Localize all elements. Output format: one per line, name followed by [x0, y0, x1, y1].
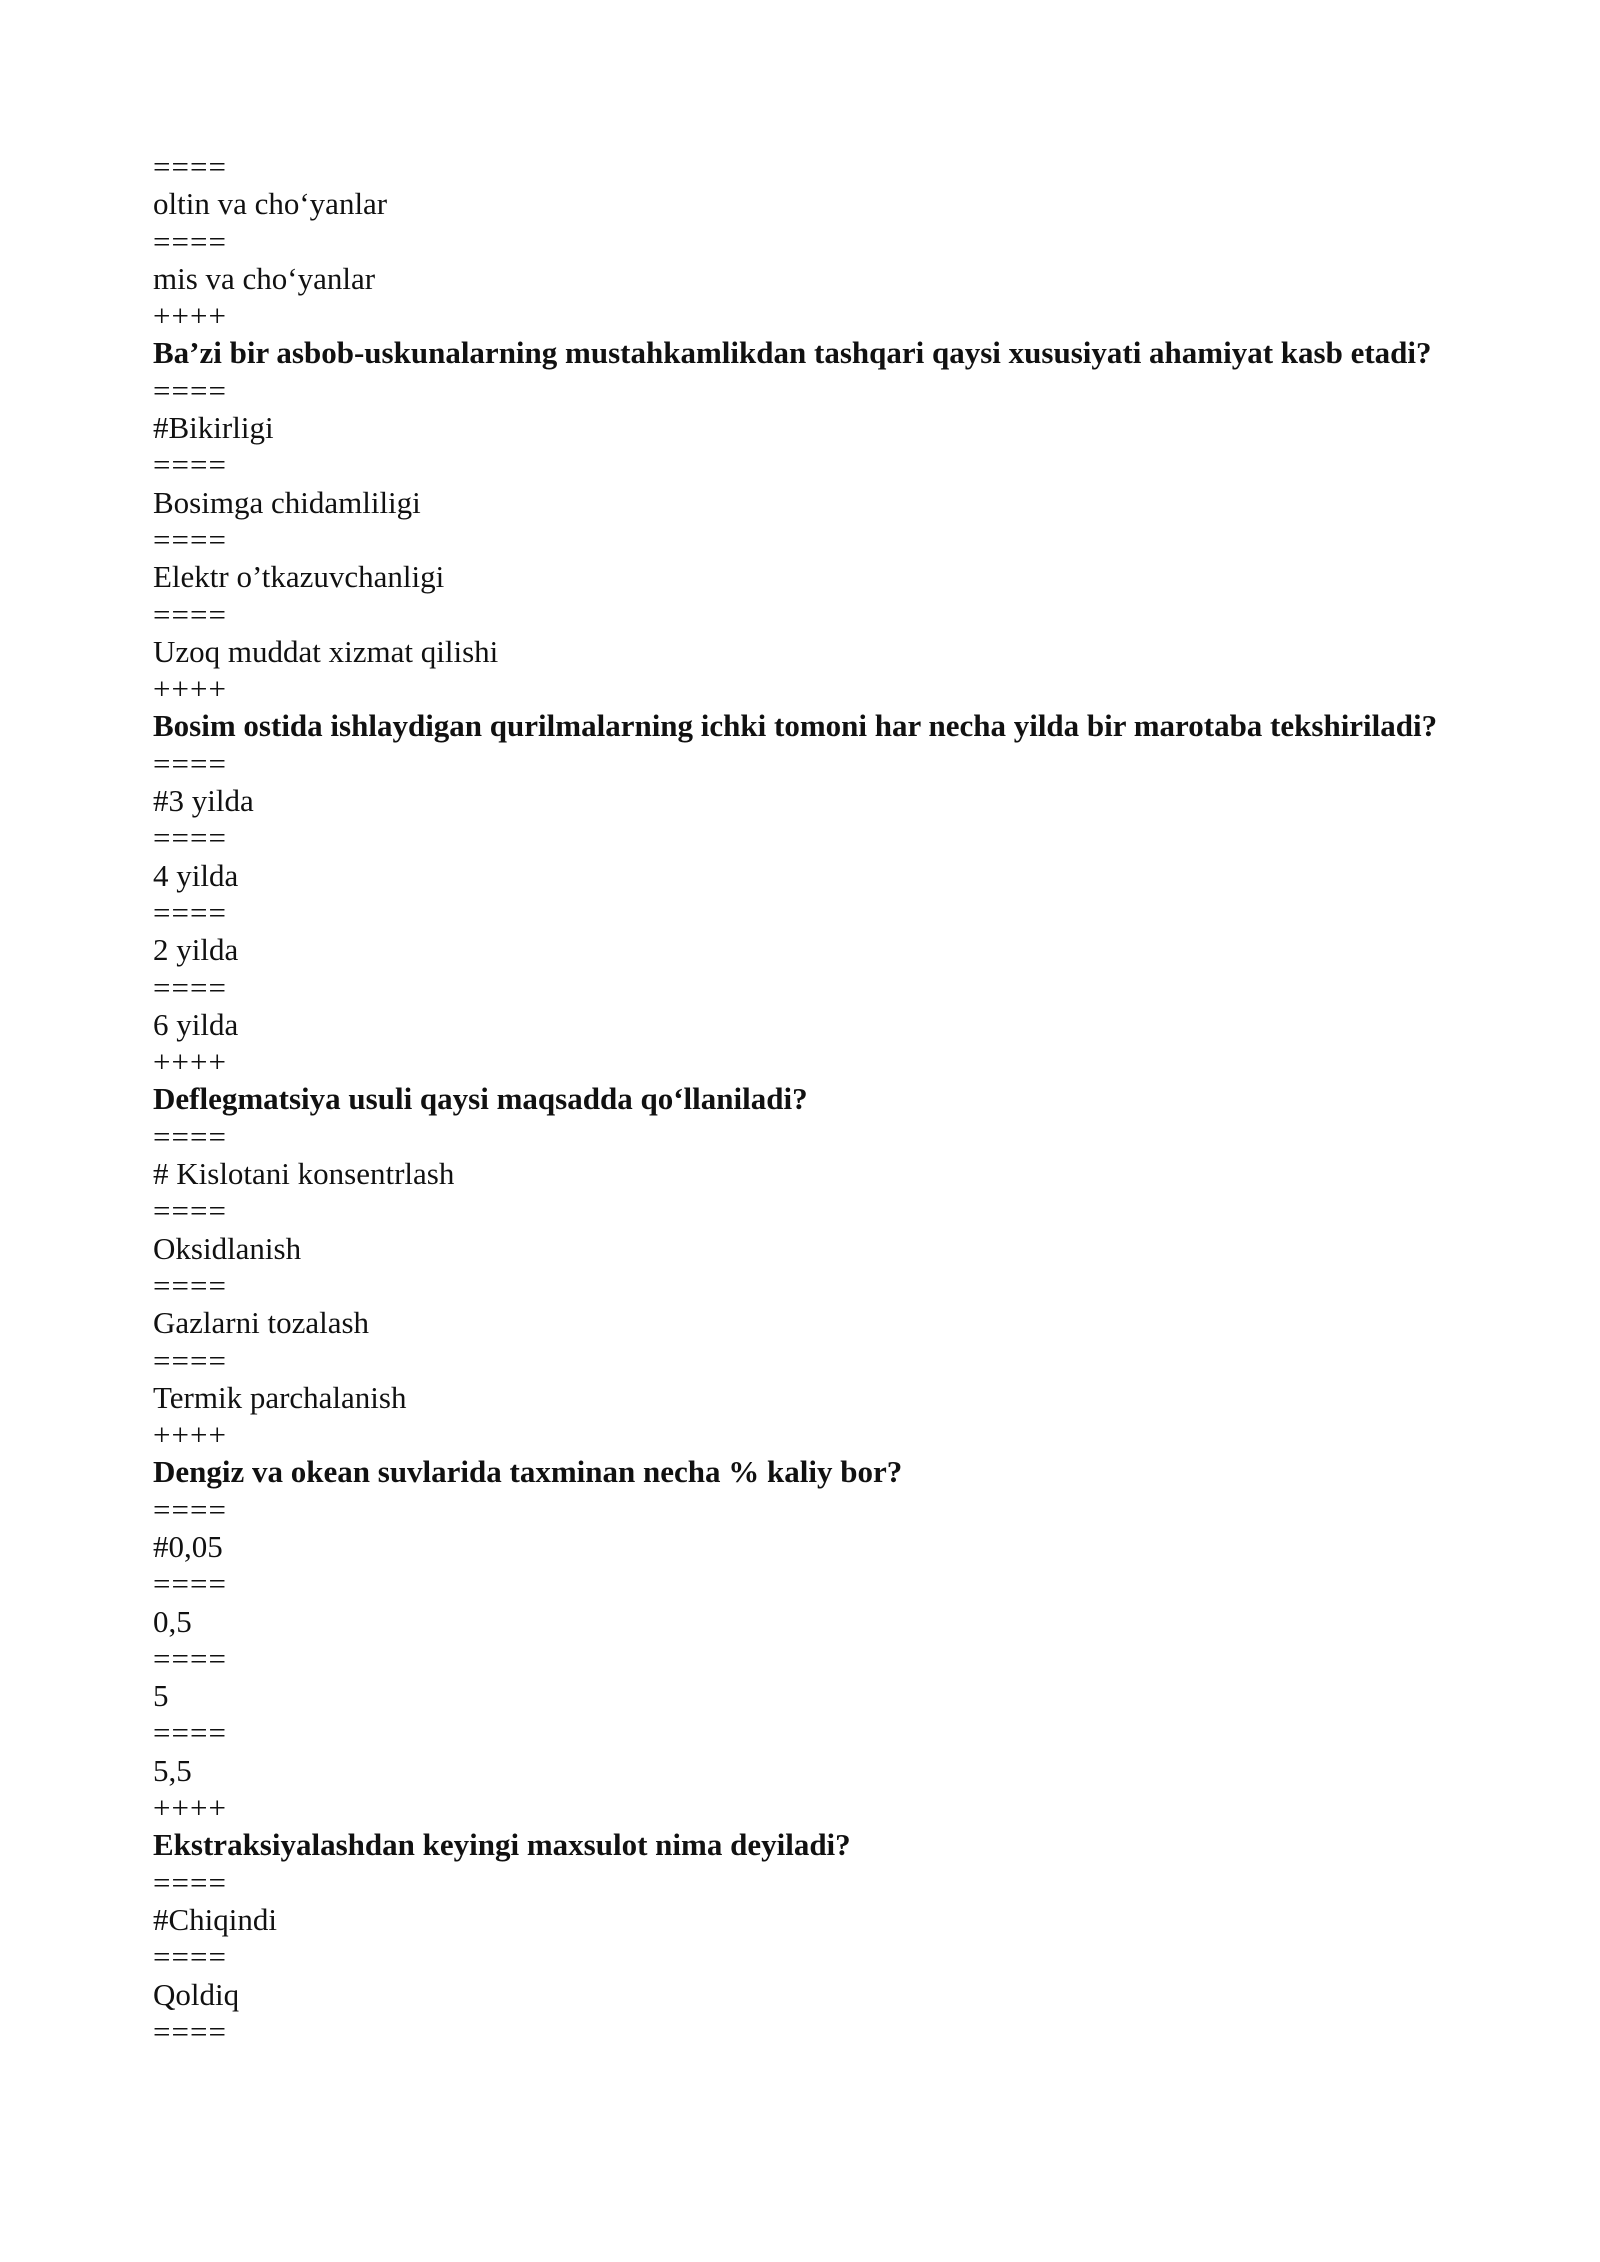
answer-option: mis va cho‘yanlar: [153, 260, 376, 296]
question-text: Ekstraksiyalashdan keyingi maxsulot nima deyiladi?: [153, 1827, 851, 1863]
answer-separator: ====: [153, 2013, 227, 2049]
answer-option: 5: [153, 1678, 169, 1714]
answer-separator: ====: [153, 894, 227, 930]
correct-answer-option: #Bikirligi: [153, 410, 274, 446]
answer-option: 2 yilda: [153, 932, 239, 968]
answer-option: 0,5: [153, 1603, 192, 1639]
answer-separator: ====: [153, 223, 227, 259]
question-text: Deflegmatsiya usuli qaysi maqsadda qo‘llaniladi?: [153, 1081, 808, 1117]
answer-option: Termik parchalanish: [153, 1379, 407, 1415]
question-separator: ++++: [153, 298, 227, 334]
answer-separator: ====: [153, 372, 227, 408]
answer-option: 6 yilda: [153, 1006, 239, 1042]
answer-separator: ====: [153, 596, 227, 632]
document-body: [153, 148, 1487, 2050]
answer-separator: ====: [153, 1715, 227, 1751]
answer-option: oltin va cho‘yanlar: [153, 186, 388, 222]
answer-separator: ====: [153, 1193, 227, 1229]
answer-separator: ====: [153, 521, 227, 557]
correct-answer-option: #Chiqindi: [153, 1901, 278, 1937]
answer-option: Uzoq muddat xizmat qilishi: [153, 633, 499, 669]
answer-separator: ====: [153, 1566, 227, 1602]
answer-separator: ====: [153, 1267, 227, 1303]
question-separator: ++++: [153, 1044, 227, 1080]
answer-separator: ====: [153, 745, 227, 781]
answer-option: 5,5: [153, 1752, 192, 1788]
answer-separator: ====: [153, 1342, 227, 1378]
answer-separator: ====: [153, 1864, 227, 1900]
correct-answer-option: # Kislotani konsentrlash: [153, 1156, 455, 1192]
question-text: Bosim ostida ishlaydigan qurilmalarning ichki tomoni har necha yilda bir marotaba tekshiriladi?: [153, 708, 1438, 744]
correct-answer-option: #0,05: [153, 1528, 223, 1564]
answer-separator: ====: [153, 1640, 227, 1676]
question-separator: ++++: [153, 1417, 227, 1453]
answer-option: Gazlarni tozalash: [153, 1305, 370, 1341]
answer-option: Bosimga chidamliligi: [153, 484, 421, 520]
answer-option: 4 yilda: [153, 857, 239, 893]
question-text: Dengiz va okean suvlarida taxminan necha % kaliy bor?: [153, 1454, 903, 1490]
question-separator: ++++: [153, 1790, 227, 1826]
answer-option: Elektr o’tkazuvchanligi: [153, 559, 445, 595]
answer-option: Oksidlanish: [153, 1230, 302, 1266]
answer-separator: ====: [153, 149, 227, 184]
question-separator: ++++: [153, 671, 227, 707]
answer-separator: ====: [153, 1491, 227, 1527]
answer-separator: ====: [153, 1118, 227, 1154]
answer-option: Qoldiq: [153, 1976, 240, 2012]
answer-separator: ====: [153, 447, 227, 483]
correct-answer-option: #3 yilda: [153, 783, 254, 819]
answer-separator: ====: [153, 1939, 227, 1975]
question-text: Ba’zi bir asbob-uskunalarning mustahkamlikdan tashqari qaysi xususiyati ahamiyat kasb etadi?: [153, 335, 1432, 371]
answer-separator: ====: [153, 820, 227, 856]
answer-separator: ====: [153, 969, 227, 1005]
